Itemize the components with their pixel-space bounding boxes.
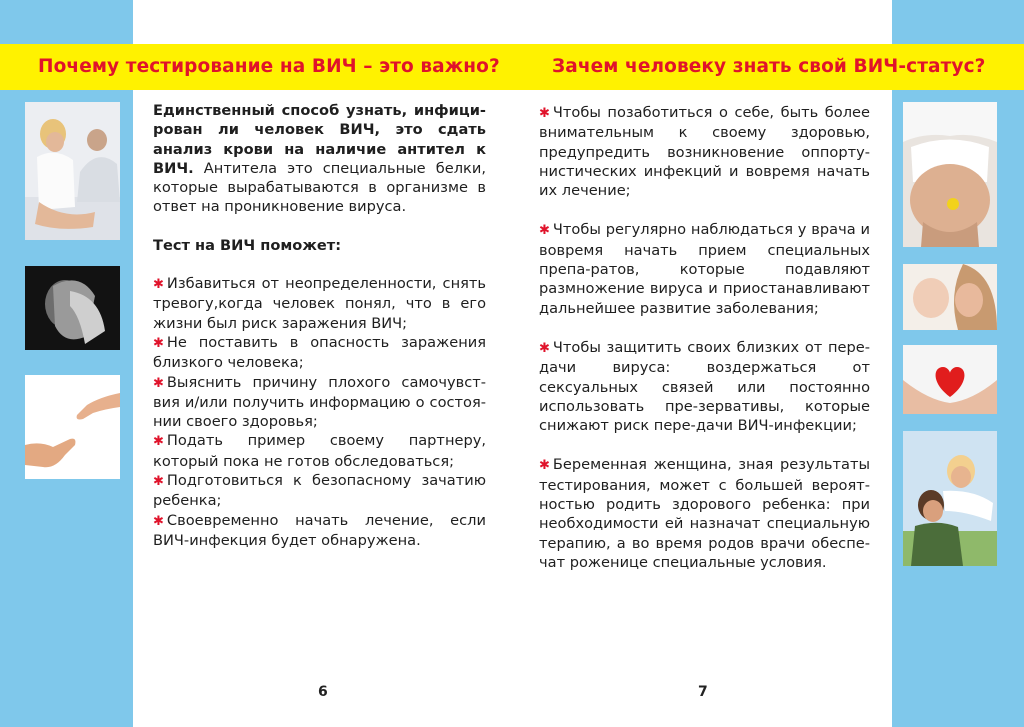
photo-reaching-hands xyxy=(25,375,120,479)
list-item: ✱ Своевременно начать лечение, если ВИЧ-инфекция будет обнаружена. xyxy=(153,511,486,549)
intro-paragraph xyxy=(153,101,486,217)
asterisk-bullet-icon: ✱ xyxy=(153,375,164,391)
photo-worried-couple xyxy=(25,102,120,240)
left-page-title: Почему тестирование на ВИЧ – это важно? xyxy=(38,56,500,77)
photo-distressed-man xyxy=(25,266,120,350)
left-text-column xyxy=(153,101,486,550)
list-item: ✱ Подать пример своему партнеру, который пока не готов обследоваться; xyxy=(153,432,486,470)
asterisk-bullet-icon: ✱ xyxy=(153,474,164,490)
asterisk-bullet-icon: ✱ xyxy=(539,340,550,356)
list-item: ✱ Беременная женщина, зная результаты тестирования, может с большей вероят-ностью родить здорового ребенка: при необходимости ей назначат специальную терапию, а во время родов врачи обеспе-чат роженице специальные условия. xyxy=(539,456,870,571)
page-number-right: 7 xyxy=(698,684,708,700)
asterisk-bullet-icon: ✱ xyxy=(153,434,164,450)
asterisk-bullet-icon: ✱ xyxy=(539,223,550,239)
list-item: ✱ Выяснить причину плохого самочувст-вия и/или получить информацию о состоя-нии своего здоровья; xyxy=(153,373,486,431)
list-item: ✱ Подготовиться к безопасному зачатию ребенка; xyxy=(153,472,486,510)
list-item: ✱ Избавиться от неопределенности, снять тревогу,когда человек понял, что в его жизни был риск заражения ВИЧ; xyxy=(153,275,486,332)
page-number-left: 6 xyxy=(318,684,328,700)
list-item: ✱ Чтобы защитить своих близких от пере-дачи вируса: воздержаться от сексуальных связей или постоянно использовать пре-зервативы, которые снижают риск пере-дачи ВИЧ-инфекции; xyxy=(539,338,870,435)
list-item: ✱ Не поставить в опасность заражения близкого человека; xyxy=(153,333,486,372)
asterisk-bullet-icon: ✱ xyxy=(153,277,164,293)
photo-mother-baby xyxy=(903,264,997,330)
right-page-title: Зачем человеку знать свой ВИЧ-статус? xyxy=(552,56,986,77)
list-item: ✱ Чтобы позаботиться о себе, быть более внимательным к своему здоровью, предупредить возникновение оппорту-нистических инфекций и вовремя начать их лечение; xyxy=(539,104,870,200)
asterisk-bullet-icon: ✱ xyxy=(153,513,164,529)
photo-heart-in-hands xyxy=(903,345,997,414)
right-text-column xyxy=(539,103,870,572)
asterisk-bullet-icon: ✱ xyxy=(153,335,164,351)
intro-bold-text: Единственный способ узнать, инфици-рован ли человек ВИЧ, это сдать анализ крови на наличие антител к ВИЧ. xyxy=(153,102,486,177)
asterisk-bullet-icon: ✱ xyxy=(539,458,550,474)
list-item: ✱ Чтобы регулярно наблюдаться у врача и вовремя начать прием специальных препа-ратов, которые подавляют размножение вируса и приостанавливают дальнейшее развитие заболевания; xyxy=(539,221,870,317)
test-helps-heading: Тест на ВИЧ поможет: xyxy=(153,236,342,254)
photo-happy-family xyxy=(903,431,997,566)
intro-regular-text: Антитела это специальные белки, которые вырабатываются в организме в ответ на проникновение вируса. xyxy=(153,159,486,216)
photo-pregnant-woman xyxy=(903,102,997,247)
asterisk-bullet-icon: ✱ xyxy=(539,106,550,121)
